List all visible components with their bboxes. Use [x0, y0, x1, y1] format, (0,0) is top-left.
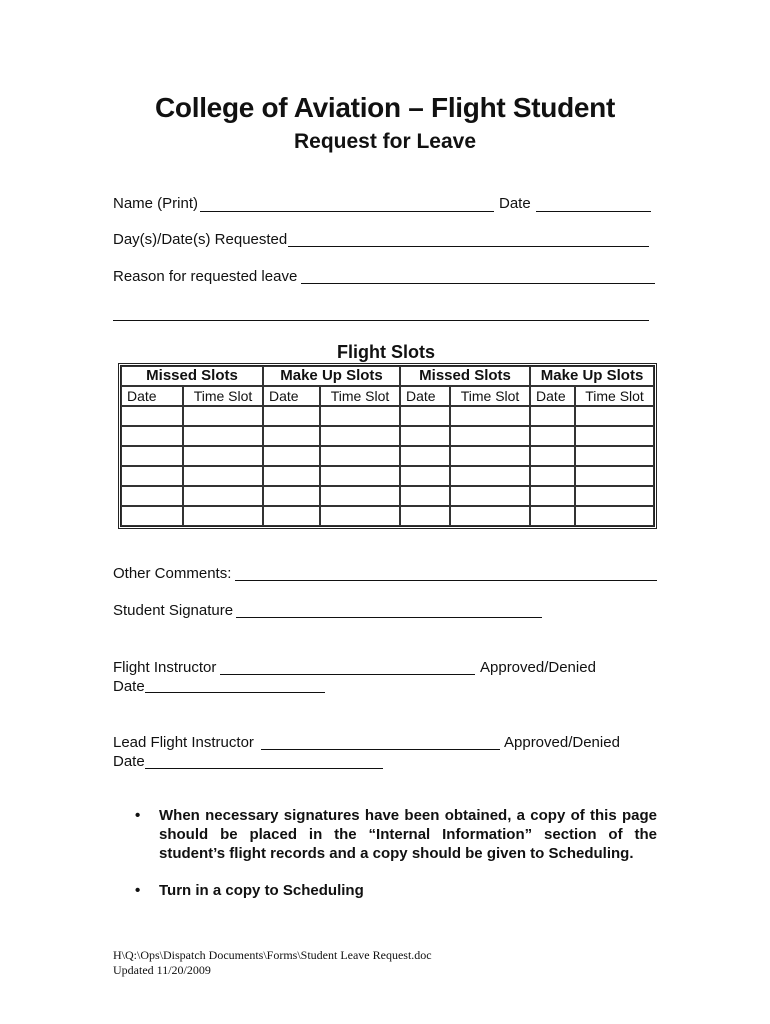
- date-column-header: Date: [121, 386, 183, 406]
- other-comments-label: Other Comments:: [113, 565, 232, 582]
- slot-cell[interactable]: [320, 426, 400, 446]
- approved-denied-label-2: Approved/Denied: [504, 734, 620, 751]
- lfi-date-field[interactable]: [145, 768, 383, 769]
- instructions-list: [135, 806, 657, 900]
- slot-cell[interactable]: [121, 466, 183, 486]
- slot-cell[interactable]: [530, 486, 575, 506]
- slot-group-header: Make Up Slots: [263, 366, 400, 386]
- slot-cell[interactable]: [320, 446, 400, 466]
- slot-group-header: Make Up Slots: [530, 366, 654, 386]
- slot-cell[interactable]: [400, 486, 450, 506]
- slot-cell[interactable]: [183, 486, 263, 506]
- days-requested-label: Day(s)/Date(s) Requested: [113, 231, 288, 248]
- reason-field[interactable]: [301, 283, 655, 284]
- footer-updated: Updated 11/20/2009: [113, 963, 211, 977]
- slot-cell[interactable]: [183, 406, 263, 426]
- slot-cell[interactable]: [320, 466, 400, 486]
- slot-cell[interactable]: [320, 406, 400, 426]
- slot-cell[interactable]: [450, 406, 530, 426]
- table-row: [121, 486, 654, 506]
- slot-cell[interactable]: [575, 426, 654, 446]
- days-requested-field[interactable]: [288, 246, 649, 247]
- slot-cell[interactable]: [263, 486, 320, 506]
- time-slot-column-header: Time Slot: [575, 386, 654, 406]
- reason-field-line-2[interactable]: [113, 320, 649, 321]
- instruction-item: [135, 806, 657, 863]
- slot-cell[interactable]: [400, 466, 450, 486]
- slot-cell[interactable]: [263, 406, 320, 426]
- table-row: [121, 506, 654, 526]
- table-row: [121, 466, 654, 486]
- flight-instructor-field[interactable]: [220, 674, 475, 675]
- slot-cell[interactable]: [263, 466, 320, 486]
- slot-group-header: Missed Slots: [121, 366, 263, 386]
- bullet-icon: •: [135, 807, 141, 824]
- slot-cell[interactable]: [450, 466, 530, 486]
- slot-cell[interactable]: [400, 446, 450, 466]
- form-subtitle: Request for Leave: [293, 130, 477, 153]
- slot-cell[interactable]: [530, 506, 575, 526]
- slot-cell[interactable]: [121, 446, 183, 466]
- table-row: [121, 406, 654, 426]
- slot-cell[interactable]: [320, 506, 400, 526]
- table-row: [121, 426, 654, 446]
- slot-cell[interactable]: [450, 506, 530, 526]
- fi-date-label: Date: [113, 678, 145, 695]
- slot-cell[interactable]: [575, 406, 654, 426]
- flight-instructor-label: Flight Instructor: [113, 659, 217, 676]
- slot-cell[interactable]: [575, 446, 654, 466]
- student-signature-label: Student Signature: [113, 602, 234, 619]
- time-slot-column-header: Time Slot: [320, 386, 400, 406]
- instruction-text: When necessary signatures have been obtained, a copy of this page should be placed in the “Internal Information” section of the student’s flight records and a copy should be given to Scheduling.: [159, 807, 657, 862]
- slot-cell[interactable]: [530, 406, 575, 426]
- slot-cell[interactable]: [183, 426, 263, 446]
- slot-cell[interactable]: [121, 406, 183, 426]
- slot-cell[interactable]: [575, 486, 654, 506]
- slot-cell[interactable]: [121, 426, 183, 446]
- slot-cell[interactable]: [400, 426, 450, 446]
- slot-cell[interactable]: [183, 466, 263, 486]
- slot-cell[interactable]: [263, 426, 320, 446]
- flight-slots-table: [118, 363, 657, 529]
- document-footer: [113, 948, 432, 978]
- slot-cell[interactable]: [450, 486, 530, 506]
- date-field[interactable]: [536, 211, 651, 212]
- instruction-text: Turn in a copy to Scheduling: [159, 882, 364, 899]
- instruction-item: [135, 881, 657, 900]
- lfi-date-label: Date: [113, 753, 145, 770]
- name-field[interactable]: [200, 211, 494, 212]
- fi-date-field[interactable]: [145, 692, 325, 693]
- slot-cell[interactable]: [400, 506, 450, 526]
- slot-cell[interactable]: [183, 506, 263, 526]
- lead-instructor-field[interactable]: [261, 749, 500, 750]
- slot-cell[interactable]: [450, 446, 530, 466]
- slot-cell[interactable]: [575, 466, 654, 486]
- time-slot-column-header: Time Slot: [450, 386, 530, 406]
- bullet-icon: •: [135, 882, 141, 899]
- date-label: Date: [499, 195, 531, 212]
- date-column-header: Date: [530, 386, 575, 406]
- slot-group-header: Missed Slots: [400, 366, 530, 386]
- slot-cell[interactable]: [320, 486, 400, 506]
- slot-cell[interactable]: [530, 466, 575, 486]
- slot-cell[interactable]: [530, 446, 575, 466]
- slot-cell[interactable]: [450, 426, 530, 446]
- slot-cell[interactable]: [121, 486, 183, 506]
- other-comments-field[interactable]: [235, 580, 657, 581]
- slot-cell[interactable]: [121, 506, 183, 526]
- slot-cell[interactable]: [575, 506, 654, 526]
- student-signature-field[interactable]: [236, 617, 542, 618]
- slot-cell[interactable]: [530, 426, 575, 446]
- reason-label: Reason for requested leave: [113, 268, 298, 285]
- slot-cell[interactable]: [263, 446, 320, 466]
- lead-instructor-label: Lead Flight Instructor: [113, 734, 254, 751]
- form-title: College of Aviation – Flight Student: [154, 92, 615, 123]
- footer-path: H\Q:\Ops\Dispatch Documents\Forms\Student Leave Request.doc: [113, 948, 432, 962]
- flight-slots-title: Flight Slots: [337, 342, 435, 362]
- name-label: Name (Print): [113, 195, 199, 212]
- slot-cell[interactable]: [400, 406, 450, 426]
- slot-cell[interactable]: [183, 446, 263, 466]
- slot-cell[interactable]: [263, 506, 320, 526]
- approved-denied-label-1: Approved/Denied: [480, 659, 596, 676]
- date-column-header: Date: [263, 386, 320, 406]
- date-column-header: Date: [400, 386, 450, 406]
- time-slot-column-header: Time Slot: [183, 386, 263, 406]
- table-row: [121, 446, 654, 466]
